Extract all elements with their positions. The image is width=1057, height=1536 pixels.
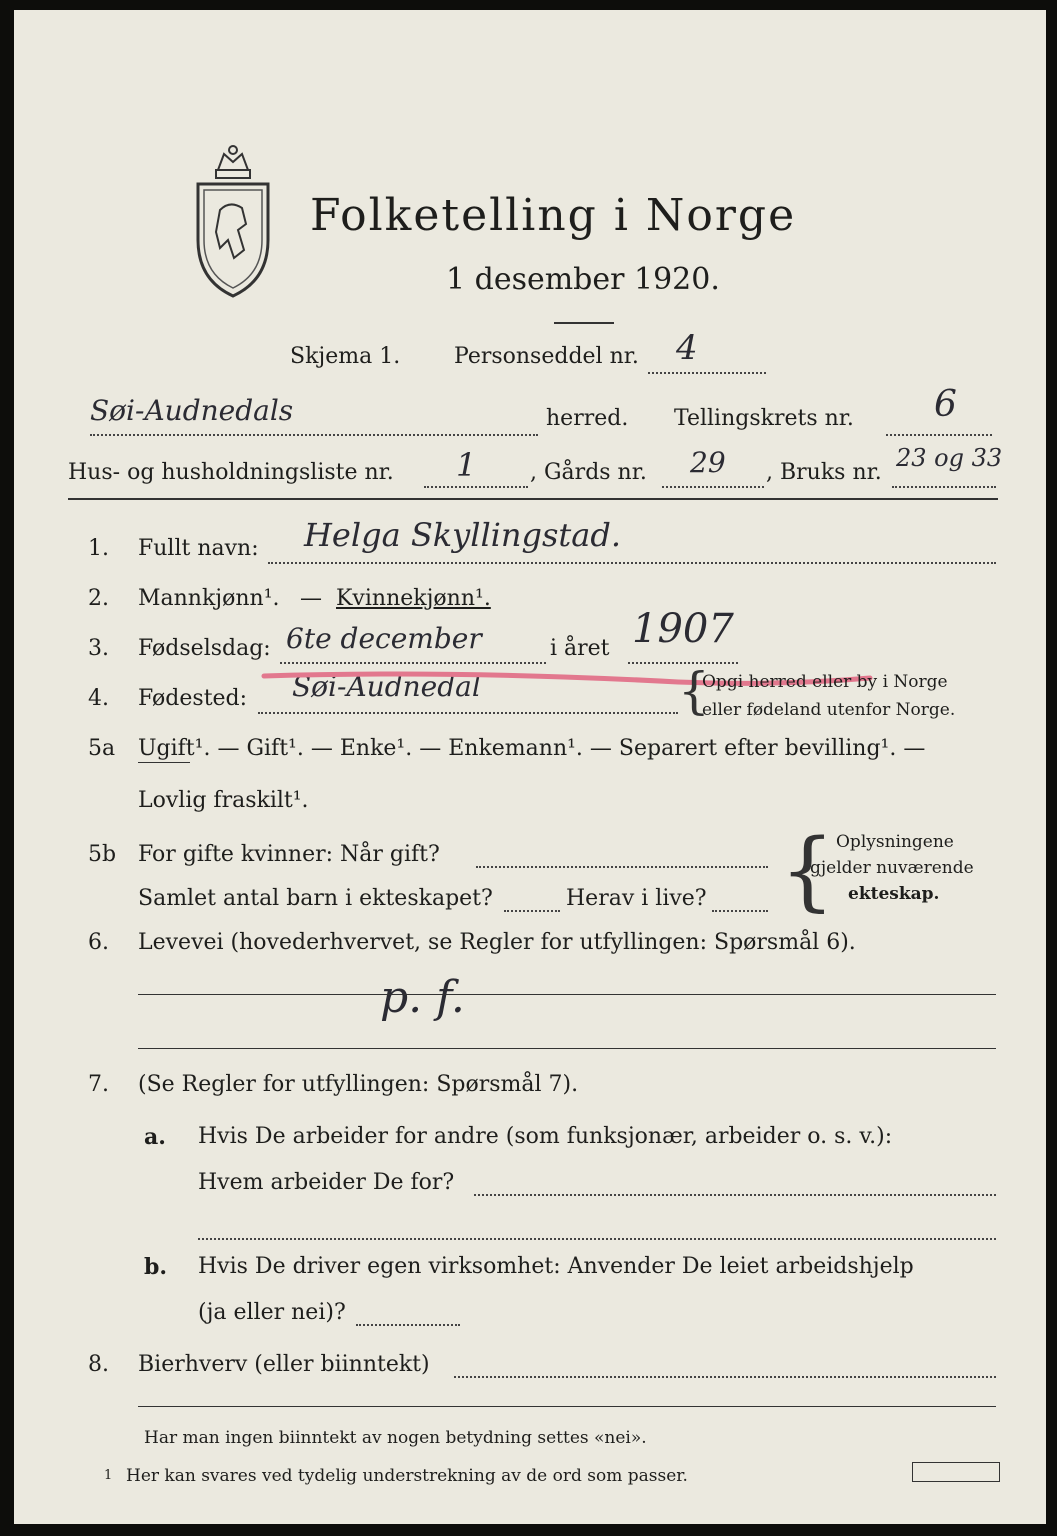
q1-line xyxy=(268,562,996,564)
footnote-text: Her kan svares ved tydelig understrekning av de ord som passer. xyxy=(126,1466,688,1486)
q7a-line1 xyxy=(474,1194,996,1196)
q6-line1 xyxy=(138,994,996,995)
footnote-mark: 1 xyxy=(104,1468,113,1483)
bruks-label: , Bruks nr. xyxy=(766,460,882,485)
q2-number: 2. xyxy=(88,586,109,611)
tellingskrets-value: 6 xyxy=(934,384,957,425)
q4-number: 4. xyxy=(88,686,109,711)
footer-note: Har man ingen biinntekt av nogen betydning settes «nei». xyxy=(144,1428,647,1448)
q5b-brace: { xyxy=(780,821,835,921)
q7-number: 7. xyxy=(88,1072,109,1097)
herred-value: Søi-Audnedals xyxy=(90,394,294,427)
footer-rule xyxy=(138,1406,996,1407)
q8-number: 8. xyxy=(88,1352,109,1377)
q3-year-label: i året xyxy=(550,636,610,661)
q5a-options-cont: Lovlig fraskilt¹. xyxy=(138,788,309,813)
q6-number: 6. xyxy=(88,930,109,955)
q7a-number: a. xyxy=(144,1124,166,1150)
q7b-sub-label: (ja eller nei)? xyxy=(198,1300,346,1325)
q2-option-male: Mannkjønn¹. xyxy=(138,586,280,611)
husliste-line xyxy=(424,486,528,488)
coat-of-arms-icon xyxy=(190,140,276,300)
q5b-number: 5b xyxy=(88,842,117,867)
q6-line2 xyxy=(138,1048,996,1049)
q4-brace: { xyxy=(678,662,710,720)
q4-note-line1: Opgi herred eller by i Norge xyxy=(702,672,948,692)
q7b-label: Hvis De driver egen virksomhet: Anvender De leiet arbeidshjelp xyxy=(198,1254,914,1279)
form-title: Folketelling i Norge xyxy=(310,190,797,241)
q5b-note-line3: ekteskap. xyxy=(848,884,940,904)
q4-note-line2: eller fødeland utenfor Norge. xyxy=(702,700,956,720)
bruks-value: 23 og 33 xyxy=(896,444,1003,472)
q4-label: Fødested: xyxy=(138,686,248,711)
q5a-options: Ugift¹. — Gift¹. — Enke¹. — Enkemann¹. — Separert efter bevilling¹. — xyxy=(138,736,926,761)
q5a-number: 5a xyxy=(88,736,116,761)
q1-label: Fullt navn: xyxy=(138,536,259,561)
q8-label: Bierhverv (eller biinntekt) xyxy=(138,1352,430,1377)
q5b-alive-label: Herav i live? xyxy=(566,886,707,911)
q3-year: 1907 xyxy=(632,606,734,652)
husliste-label: Hus- og husholdningsliste nr. xyxy=(68,460,394,485)
herred-line xyxy=(90,434,538,436)
q7b-line xyxy=(356,1324,460,1326)
title-divider xyxy=(554,322,614,324)
q1-value: Helga Skyllingstad. xyxy=(304,516,622,554)
q3-label: Fødselsdag: xyxy=(138,636,271,661)
gards-line xyxy=(662,486,764,488)
q6-value: p. f. xyxy=(380,972,465,1023)
personseddel-value: 4 xyxy=(676,328,698,368)
q5b-children-label: Samlet antal barn i ekteskapet? xyxy=(138,886,493,911)
q7a-sub-label: Hvem arbeider De for? xyxy=(198,1170,455,1195)
header-rule xyxy=(68,498,998,500)
q7a-line2 xyxy=(198,1238,996,1240)
q5b-alive-line xyxy=(712,910,768,912)
q7-label: (Se Regler for utfyllingen: Spørsmål 7). xyxy=(138,1072,579,1097)
bruks-line xyxy=(892,486,996,488)
bleed-through-text xyxy=(404,88,410,110)
q3-number: 3. xyxy=(88,636,109,661)
tellingskrets-line xyxy=(886,434,992,436)
printer-stamp xyxy=(912,1462,1000,1482)
q4-value: Søi-Audnedal xyxy=(292,670,481,703)
q3-value: 6te december xyxy=(286,622,482,655)
q8-line xyxy=(454,1376,996,1378)
q5b-children-line xyxy=(504,910,560,912)
q4-line xyxy=(258,712,678,714)
census-form xyxy=(14,10,1046,1524)
q6-label: Levevei (hovederhvervet, se Regler for utfyllingen: Spørsmål 6). xyxy=(138,930,856,955)
q7a-label: Hvis De arbeider for andre (som funksjonær, arbeider o. s. v.): xyxy=(198,1124,893,1149)
herred-label: herred. xyxy=(546,406,629,431)
q5b-married-line xyxy=(476,866,768,868)
q5b-label: For gifte kvinner: Når gift? xyxy=(138,842,440,867)
q2-option-female: Kvinnekjønn¹. xyxy=(336,586,491,611)
personseddel-label: Personseddel nr. xyxy=(454,344,639,369)
q5a-ugift-underline xyxy=(138,762,190,763)
q2-separator: — xyxy=(300,586,322,611)
husliste-value: 1 xyxy=(456,446,477,484)
tellingskrets-label: Tellingskrets nr. xyxy=(674,406,854,431)
q7b-number: b. xyxy=(144,1254,168,1280)
skjema-label: Skjema 1. xyxy=(290,344,401,369)
gards-value: 29 xyxy=(690,446,726,479)
q5b-note-line1: Oplysningene xyxy=(836,832,954,852)
gards-label: , Gårds nr. xyxy=(530,460,647,485)
census-date: 1 desember 1920. xyxy=(446,262,720,297)
q5b-note-line2: gjelder nuværende xyxy=(810,858,974,878)
q1-number: 1. xyxy=(88,536,109,561)
personseddel-line xyxy=(648,372,766,374)
